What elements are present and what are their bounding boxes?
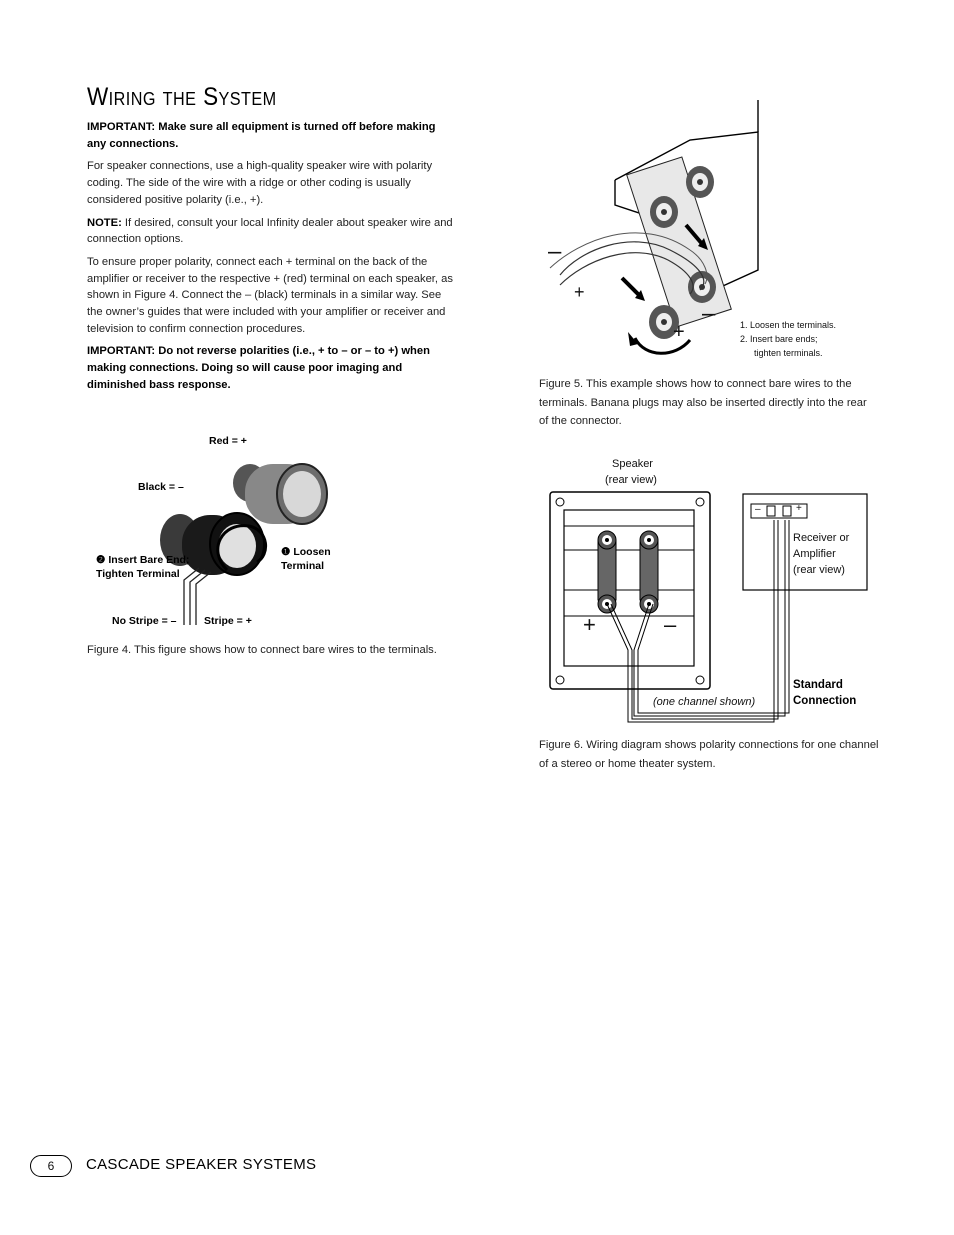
label-receiver-rear-view: (rear view) — [793, 564, 845, 576]
figure-4-illustration — [87, 430, 457, 640]
label-stripe: Stripe = + — [204, 615, 252, 627]
label-plus-bottom: + — [673, 321, 685, 343]
label-minus-top: – — [548, 238, 562, 265]
label-speaker-rear-view: (rear view) — [605, 474, 657, 486]
label-amplifier: Amplifier — [793, 548, 836, 560]
paragraph-proper-polarity: To ensure proper polarity, connect each + terminal on the back of the amplifier or receiver to the respective + (red) terminal on each speaker, as shown in Figure 4. Connect the – (black) terminals in a similar way. See the owner’s guides that were included with your amplifier or receiver and television to confirm connection procedures. — [87, 255, 453, 335]
label-connection: Connection — [793, 695, 857, 707]
note-text: If desired, consult your local Infinity dealer about speaker wire and connection options. — [87, 216, 453, 246]
figure-5 — [540, 100, 870, 365]
red-terminal-hole — [283, 471, 321, 517]
body-text — [87, 119, 453, 400]
page-title: Wiring the System — [87, 83, 277, 111]
terminal-upper-right — [640, 531, 658, 549]
footer-title: CASCADE SPEAKER SYSTEMS — [86, 1156, 317, 1173]
label-plus: + — [583, 612, 596, 637]
terminal-top-left — [650, 196, 678, 228]
important-note-2: IMPORTANT: Do not reverse polarities (i.e., + to – or – to +) when making connections. Doing so will cause poor imaging and diminished bass response. — [87, 345, 430, 391]
figure-4 — [87, 430, 457, 640]
important-note-1: IMPORTANT: Make sure all equipment is turned off before making any connections. — [87, 121, 436, 150]
label-one-channel: (one channel shown) — [653, 696, 756, 708]
label-minus-right: – — [702, 300, 716, 327]
terminal-upper-left — [598, 531, 616, 549]
arrow-left — [622, 278, 640, 296]
receiver-terminal-minus — [767, 506, 775, 516]
paragraph-polarity: For speaker connections, use a high-quality speaker wire with polarity coding. The side of the wire with a ridge or other coding is usually considered positive polarity (i.e., +). — [87, 160, 433, 206]
label-red: Red = + — [209, 435, 247, 447]
note-label: NOTE: — [87, 216, 122, 229]
figure-4-caption: Figure 4. This figure shows how to connect bare wires to the terminals. — [87, 644, 437, 656]
paragraph-note — [87, 215, 453, 248]
label-receiver-plus: + — [796, 503, 802, 514]
label-standard: Standard — [793, 679, 843, 691]
receiver-terminal-plus — [783, 506, 791, 516]
label-minus: – — [664, 612, 677, 637]
figure-5-caption: Figure 5. This example shows how to connect bare wires to the terminals. Banana plugs may also be inserted directly into the rear of the connector. — [539, 378, 867, 427]
label-receiver-minus: – — [755, 504, 761, 515]
label-speaker: Speaker — [612, 458, 653, 470]
figure-6 — [540, 454, 880, 729]
page-number: 6 — [30, 1155, 72, 1177]
label-insert: ❷ Insert Bare End; Tighten Terminal — [96, 554, 190, 580]
label-black: Black = – — [138, 481, 184, 493]
label-no-stripe: No Stripe = – — [112, 615, 177, 627]
black-terminal-hole — [218, 524, 256, 568]
figure-6-caption: Figure 6. Wiring diagram shows polarity connections for one channel of a stereo or home theater system. — [539, 739, 879, 770]
label-receiver: Receiver or — [793, 532, 850, 544]
label-loosen: ❶ Loosen Terminal — [281, 546, 331, 572]
step-2: 2. Insert bare ends; — [740, 334, 818, 344]
step-1: 1. Loosen the terminals. — [740, 320, 837, 330]
label-plus-left: + — [574, 282, 585, 302]
step-2b: tighten terminals. — [754, 348, 823, 358]
terminal-top-right — [686, 166, 714, 198]
